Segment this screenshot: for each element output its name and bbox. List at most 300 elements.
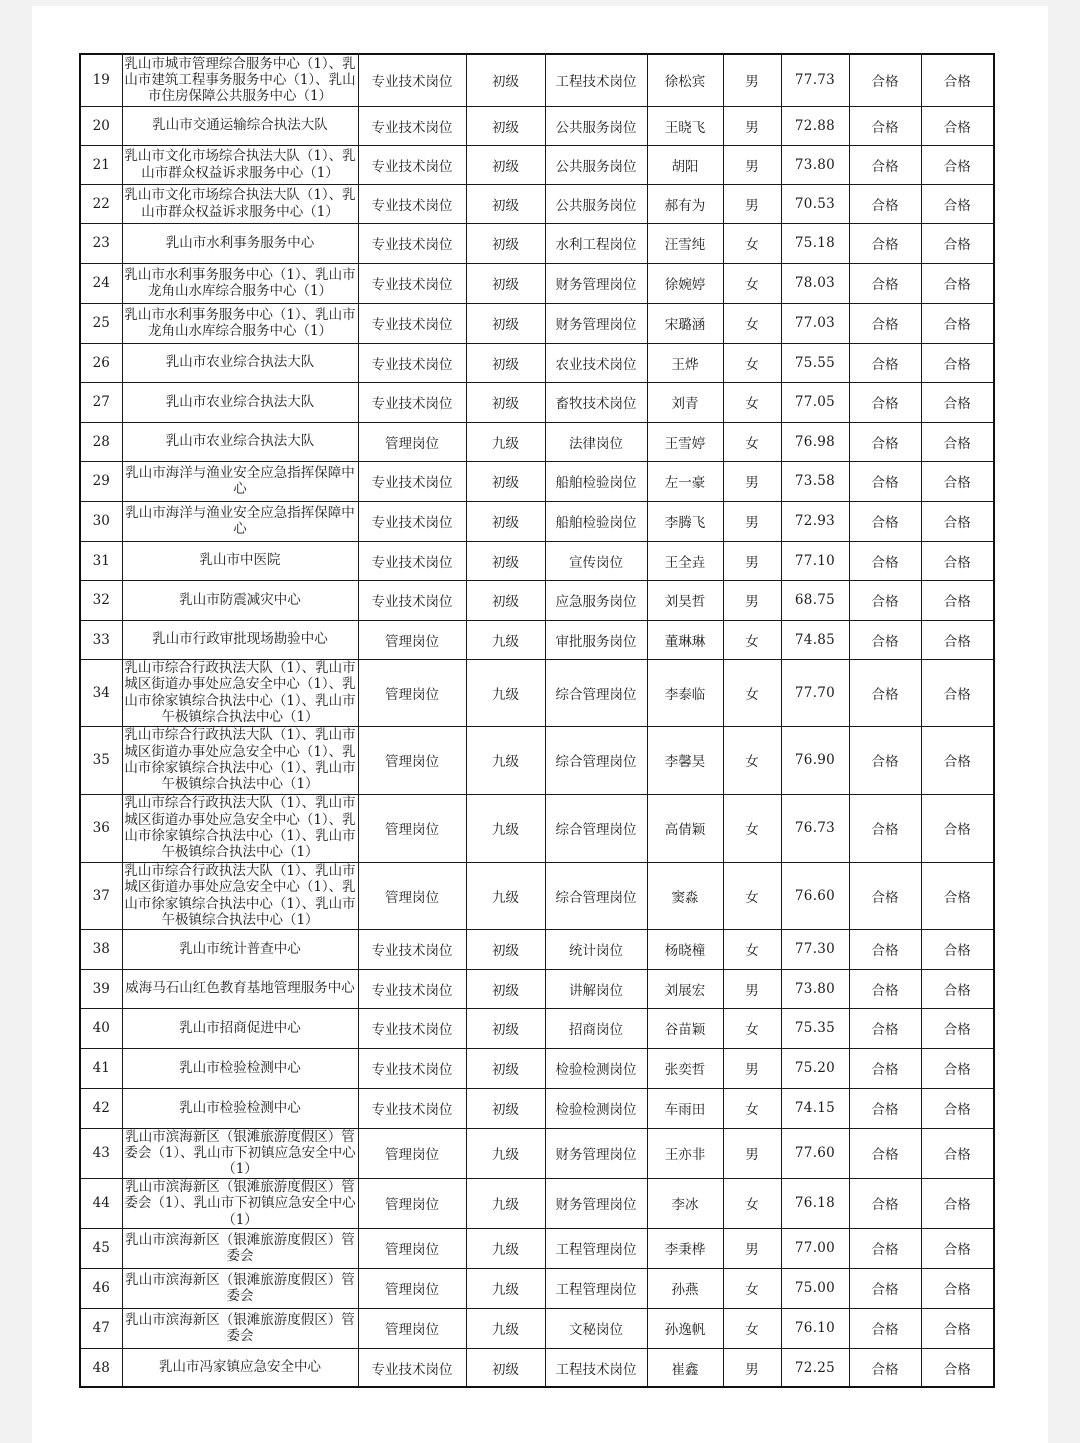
post-name-cell: 畜牧技术岗位 — [545, 382, 647, 422]
row-number-cell: 47 — [80, 1308, 122, 1348]
unit-cell: 乳山市水利事务服务中心（1）、乳山市龙角山水库综合服务中心（1） — [122, 303, 358, 343]
post-level-cell: 九级 — [466, 1308, 545, 1348]
post-level-cell: 初级 — [466, 184, 545, 223]
table-row — [80, 1348, 994, 1387]
candidate-name-cell: 李腾飞 — [647, 501, 723, 541]
candidate-name-cell: 窦淼 — [647, 862, 723, 929]
post-type-cell: 管理岗位 — [358, 1268, 466, 1308]
post-level-cell: 初级 — [466, 303, 545, 343]
gender-cell: 女 — [723, 1008, 781, 1048]
inspection-result-cell: 合格 — [921, 1308, 994, 1348]
post-name-cell: 讲解岗位 — [545, 969, 647, 1008]
results-table — [79, 53, 995, 1388]
row-number-cell: 30 — [80, 501, 122, 541]
score-cell: 74.15 — [781, 1088, 849, 1128]
table-row — [80, 862, 994, 929]
unit-cell: 乳山市中医院 — [122, 541, 358, 580]
unit-cell: 威海马石山红色教育基地管理服务中心 — [122, 969, 358, 1008]
inspection-result-cell: 合格 — [921, 541, 994, 580]
post-name-cell: 水利工程岗位 — [545, 223, 647, 263]
post-level-cell: 初级 — [466, 1008, 545, 1048]
table-body — [80, 54, 994, 1387]
unit-cell: 乳山市文化市场综合执法大队（1）、乳山市群众权益诉求服务中心（1） — [122, 145, 358, 184]
physical-exam-result-cell: 合格 — [849, 726, 921, 794]
row-number-cell: 35 — [80, 726, 122, 794]
unit-cell: 乳山市检验检测中心 — [122, 1088, 358, 1128]
candidate-name-cell: 李馨昊 — [647, 726, 723, 794]
table-row — [80, 382, 994, 422]
post-level-cell: 九级 — [466, 659, 545, 726]
inspection-result-cell: 合格 — [921, 620, 994, 659]
table-row — [80, 501, 994, 541]
score-cell: 72.93 — [781, 501, 849, 541]
physical-exam-result-cell: 合格 — [849, 1268, 921, 1308]
physical-exam-result-cell: 合格 — [849, 1008, 921, 1048]
post-level-cell: 初级 — [466, 106, 545, 145]
candidate-name-cell: 郝有为 — [647, 184, 723, 223]
row-number-cell: 22 — [80, 184, 122, 223]
post-level-cell: 初级 — [466, 54, 545, 106]
inspection-result-cell: 合格 — [921, 1178, 994, 1228]
row-number-cell: 43 — [80, 1128, 122, 1178]
post-level-cell: 九级 — [466, 422, 545, 461]
inspection-result-cell: 合格 — [921, 1048, 994, 1088]
table-row — [80, 1308, 994, 1348]
post-type-cell: 专业技术岗位 — [358, 303, 466, 343]
post-type-cell: 专业技术岗位 — [358, 541, 466, 580]
candidate-name-cell: 王晓飞 — [647, 106, 723, 145]
table-row — [80, 106, 994, 145]
row-number-cell: 36 — [80, 794, 122, 862]
post-name-cell: 财务管理岗位 — [545, 1128, 647, 1178]
table-row — [80, 929, 994, 969]
table-row — [80, 461, 994, 501]
post-type-cell: 专业技术岗位 — [358, 1008, 466, 1048]
unit-cell: 乳山市农业综合执法大队 — [122, 343, 358, 382]
candidate-name-cell: 张奕哲 — [647, 1048, 723, 1088]
table-row — [80, 969, 994, 1008]
post-level-cell: 初级 — [466, 382, 545, 422]
gender-cell: 女 — [723, 1308, 781, 1348]
post-level-cell: 九级 — [466, 794, 545, 862]
inspection-result-cell: 合格 — [921, 382, 994, 422]
unit-cell: 乳山市防震减灾中心 — [122, 580, 358, 620]
table-row — [80, 1268, 994, 1308]
inspection-result-cell: 合格 — [921, 580, 994, 620]
post-name-cell: 财务管理岗位 — [545, 1178, 647, 1228]
table-row — [80, 580, 994, 620]
row-number-cell: 32 — [80, 580, 122, 620]
post-level-cell: 九级 — [466, 862, 545, 929]
unit-cell: 乳山市海洋与渔业安全应急指挥保障中心 — [122, 461, 358, 501]
inspection-result-cell: 合格 — [921, 54, 994, 106]
post-type-cell: 管理岗位 — [358, 1308, 466, 1348]
gender-cell: 女 — [723, 794, 781, 862]
post-type-cell: 专业技术岗位 — [358, 501, 466, 541]
row-number-cell: 34 — [80, 659, 122, 726]
gender-cell: 男 — [723, 106, 781, 145]
post-name-cell: 公共服务岗位 — [545, 145, 647, 184]
gender-cell: 女 — [723, 303, 781, 343]
candidate-name-cell: 王全垚 — [647, 541, 723, 580]
row-number-cell: 19 — [80, 54, 122, 106]
candidate-name-cell: 崔鑫 — [647, 1348, 723, 1387]
row-number-cell: 45 — [80, 1228, 122, 1268]
post-name-cell: 工程管理岗位 — [545, 1228, 647, 1268]
post-type-cell: 专业技术岗位 — [358, 461, 466, 501]
physical-exam-result-cell: 合格 — [849, 106, 921, 145]
table-row — [80, 343, 994, 382]
physical-exam-result-cell: 合格 — [849, 1348, 921, 1387]
inspection-result-cell: 合格 — [921, 969, 994, 1008]
unit-cell: 乳山市统计普查中心 — [122, 929, 358, 969]
post-type-cell: 专业技术岗位 — [358, 54, 466, 106]
post-name-cell: 综合管理岗位 — [545, 794, 647, 862]
table-row — [80, 1008, 994, 1048]
candidate-name-cell: 左一豪 — [647, 461, 723, 501]
table-row — [80, 145, 994, 184]
unit-cell: 乳山市综合行政执法大队（1）、乳山市城区街道办事处应急安全中心（1）、乳山市徐家镇综合执法中心（1）、乳山市午极镇综合执法中心（1） — [122, 726, 358, 794]
candidate-name-cell: 李秉桦 — [647, 1228, 723, 1268]
gender-cell: 女 — [723, 1088, 781, 1128]
table-row — [80, 223, 994, 263]
physical-exam-result-cell: 合格 — [849, 794, 921, 862]
row-number-cell: 46 — [80, 1268, 122, 1308]
inspection-result-cell: 合格 — [921, 145, 994, 184]
unit-cell: 乳山市滨海新区（银滩旅游度假区）管委会（1）、乳山市下初镇应急安全中心（1） — [122, 1128, 358, 1178]
post-level-cell: 初级 — [466, 263, 545, 303]
post-name-cell: 船舶检验岗位 — [545, 461, 647, 501]
unit-cell: 乳山市滨海新区（银滩旅游度假区）管委会 — [122, 1308, 358, 1348]
candidate-name-cell: 胡阳 — [647, 145, 723, 184]
inspection-result-cell: 合格 — [921, 929, 994, 969]
row-number-cell: 42 — [80, 1088, 122, 1128]
score-cell: 76.98 — [781, 422, 849, 461]
table-row — [80, 1228, 994, 1268]
post-level-cell: 初级 — [466, 145, 545, 184]
physical-exam-result-cell: 合格 — [849, 54, 921, 106]
candidate-name-cell: 董琳琳 — [647, 620, 723, 659]
candidate-name-cell: 高倩颖 — [647, 794, 723, 862]
post-level-cell: 初级 — [466, 223, 545, 263]
inspection-result-cell: 合格 — [921, 263, 994, 303]
table-row — [80, 541, 994, 580]
candidate-name-cell: 汪雪纯 — [647, 223, 723, 263]
score-cell: 73.80 — [781, 969, 849, 1008]
unit-cell: 乳山市冯家镇应急安全中心 — [122, 1348, 358, 1387]
inspection-result-cell: 合格 — [921, 223, 994, 263]
candidate-name-cell: 徐松宾 — [647, 54, 723, 106]
post-name-cell: 法律岗位 — [545, 422, 647, 461]
inspection-result-cell: 合格 — [921, 106, 994, 145]
physical-exam-result-cell: 合格 — [849, 541, 921, 580]
candidate-name-cell: 王亦非 — [647, 1128, 723, 1178]
unit-cell: 乳山市检验检测中心 — [122, 1048, 358, 1088]
post-type-cell: 专业技术岗位 — [358, 1048, 466, 1088]
physical-exam-result-cell: 合格 — [849, 862, 921, 929]
post-name-cell: 财务管理岗位 — [545, 263, 647, 303]
gender-cell: 女 — [723, 620, 781, 659]
unit-cell: 乳山市交通运输综合执法大队 — [122, 106, 358, 145]
physical-exam-result-cell: 合格 — [849, 303, 921, 343]
post-level-cell: 九级 — [466, 1128, 545, 1178]
post-level-cell: 九级 — [466, 1228, 545, 1268]
score-cell: 76.18 — [781, 1178, 849, 1228]
score-cell: 76.90 — [781, 726, 849, 794]
gender-cell: 女 — [723, 1178, 781, 1228]
post-type-cell: 专业技术岗位 — [358, 106, 466, 145]
row-number-cell: 39 — [80, 969, 122, 1008]
score-cell: 76.73 — [781, 794, 849, 862]
gender-cell: 男 — [723, 1348, 781, 1387]
unit-cell: 乳山市滨海新区（银滩旅游度假区）管委会（1）、乳山市下初镇应急安全中心（1） — [122, 1178, 358, 1228]
score-cell: 75.35 — [781, 1008, 849, 1048]
unit-cell: 乳山市行政审批现场勘验中心 — [122, 620, 358, 659]
unit-cell: 乳山市综合行政执法大队（1）、乳山市城区街道办事处应急安全中心（1）、乳山市徐家镇综合执法中心（1）、乳山市午极镇综合执法中心（1） — [122, 659, 358, 726]
row-number-cell: 21 — [80, 145, 122, 184]
row-number-cell: 24 — [80, 263, 122, 303]
gender-cell: 女 — [723, 929, 781, 969]
candidate-name-cell: 李泰临 — [647, 659, 723, 726]
physical-exam-result-cell: 合格 — [849, 580, 921, 620]
post-type-cell: 管理岗位 — [358, 1228, 466, 1268]
physical-exam-result-cell: 合格 — [849, 422, 921, 461]
post-name-cell: 工程技术岗位 — [545, 54, 647, 106]
post-name-cell: 公共服务岗位 — [545, 184, 647, 223]
post-name-cell: 综合管理岗位 — [545, 862, 647, 929]
candidate-name-cell: 刘青 — [647, 382, 723, 422]
table-row — [80, 422, 994, 461]
post-level-cell: 初级 — [466, 461, 545, 501]
gender-cell: 女 — [723, 343, 781, 382]
inspection-result-cell: 合格 — [921, 794, 994, 862]
table-row — [80, 303, 994, 343]
unit-cell: 乳山市滨海新区（银滩旅游度假区）管委会 — [122, 1268, 358, 1308]
post-type-cell: 专业技术岗位 — [358, 223, 466, 263]
inspection-result-cell: 合格 — [921, 1088, 994, 1128]
inspection-result-cell: 合格 — [921, 1268, 994, 1308]
candidate-name-cell: 孙逸帆 — [647, 1308, 723, 1348]
candidate-name-cell: 王雪婷 — [647, 422, 723, 461]
gender-cell: 女 — [723, 659, 781, 726]
gender-cell: 男 — [723, 1128, 781, 1178]
row-number-cell: 29 — [80, 461, 122, 501]
post-type-cell: 管理岗位 — [358, 726, 466, 794]
post-name-cell: 公共服务岗位 — [545, 106, 647, 145]
gender-cell: 男 — [723, 184, 781, 223]
post-type-cell: 专业技术岗位 — [358, 1348, 466, 1387]
candidate-name-cell: 车雨田 — [647, 1088, 723, 1128]
score-cell: 73.80 — [781, 145, 849, 184]
candidate-name-cell: 杨晓橦 — [647, 929, 723, 969]
physical-exam-result-cell: 合格 — [849, 1128, 921, 1178]
inspection-result-cell: 合格 — [921, 659, 994, 726]
score-cell: 77.73 — [781, 54, 849, 106]
candidate-name-cell: 刘展宏 — [647, 969, 723, 1008]
post-type-cell: 专业技术岗位 — [358, 343, 466, 382]
score-cell: 70.53 — [781, 184, 849, 223]
candidate-name-cell: 刘昊哲 — [647, 580, 723, 620]
physical-exam-result-cell: 合格 — [849, 461, 921, 501]
post-type-cell: 专业技术岗位 — [358, 263, 466, 303]
post-level-cell: 九级 — [466, 620, 545, 659]
physical-exam-result-cell: 合格 — [849, 929, 921, 969]
unit-cell: 乳山市农业综合执法大队 — [122, 382, 358, 422]
post-level-cell: 初级 — [466, 969, 545, 1008]
post-name-cell: 综合管理岗位 — [545, 726, 647, 794]
table-row — [80, 1048, 994, 1088]
post-type-cell: 管理岗位 — [358, 1128, 466, 1178]
candidate-name-cell: 谷苗颖 — [647, 1008, 723, 1048]
unit-cell: 乳山市水利事务服务中心（1）、乳山市龙角山水库综合服务中心（1） — [122, 263, 358, 303]
post-name-cell: 财务管理岗位 — [545, 303, 647, 343]
post-type-cell: 管理岗位 — [358, 862, 466, 929]
row-number-cell: 41 — [80, 1048, 122, 1088]
physical-exam-result-cell: 合格 — [849, 382, 921, 422]
post-level-cell: 九级 — [466, 726, 545, 794]
table-row — [80, 794, 994, 862]
physical-exam-result-cell: 合格 — [849, 263, 921, 303]
post-type-cell: 专业技术岗位 — [358, 184, 466, 223]
post-name-cell: 综合管理岗位 — [545, 659, 647, 726]
unit-cell: 乳山市水利事务服务中心 — [122, 223, 358, 263]
row-number-cell: 26 — [80, 343, 122, 382]
gender-cell: 女 — [723, 726, 781, 794]
score-cell: 68.75 — [781, 580, 849, 620]
gender-cell: 男 — [723, 580, 781, 620]
unit-cell: 乳山市城市管理综合服务中心（1）、乳山市建筑工程事务服务中心（1）、乳山市住房保障公共服务中心（1） — [122, 54, 358, 106]
post-name-cell: 船舶检验岗位 — [545, 501, 647, 541]
post-name-cell: 检验检测岗位 — [545, 1048, 647, 1088]
unit-cell: 乳山市海洋与渔业安全应急指挥保障中心 — [122, 501, 358, 541]
row-number-cell: 31 — [80, 541, 122, 580]
gender-cell: 男 — [723, 1228, 781, 1268]
table-row — [80, 1088, 994, 1128]
candidate-name-cell: 宋璐涵 — [647, 303, 723, 343]
post-type-cell: 管理岗位 — [358, 422, 466, 461]
post-name-cell: 应急服务岗位 — [545, 580, 647, 620]
post-name-cell: 审批服务岗位 — [545, 620, 647, 659]
inspection-result-cell: 合格 — [921, 1128, 994, 1178]
score-cell: 75.00 — [781, 1268, 849, 1308]
candidate-name-cell: 李冰 — [647, 1178, 723, 1228]
post-type-cell: 专业技术岗位 — [358, 145, 466, 184]
physical-exam-result-cell: 合格 — [849, 145, 921, 184]
row-number-cell: 44 — [80, 1178, 122, 1228]
inspection-result-cell: 合格 — [921, 1348, 994, 1387]
post-name-cell: 农业技术岗位 — [545, 343, 647, 382]
physical-exam-result-cell: 合格 — [849, 1308, 921, 1348]
score-cell: 77.70 — [781, 659, 849, 726]
table-row — [80, 184, 994, 223]
post-level-cell: 初级 — [466, 541, 545, 580]
row-number-cell: 23 — [80, 223, 122, 263]
score-cell: 77.60 — [781, 1128, 849, 1178]
post-type-cell: 专业技术岗位 — [358, 382, 466, 422]
score-cell: 77.30 — [781, 929, 849, 969]
physical-exam-result-cell: 合格 — [849, 969, 921, 1008]
physical-exam-result-cell: 合格 — [849, 1088, 921, 1128]
post-name-cell: 招商岗位 — [545, 1008, 647, 1048]
inspection-result-cell: 合格 — [921, 862, 994, 929]
row-number-cell: 33 — [80, 620, 122, 659]
post-level-cell: 初级 — [466, 501, 545, 541]
row-number-cell: 28 — [80, 422, 122, 461]
score-cell: 77.10 — [781, 541, 849, 580]
gender-cell: 女 — [723, 422, 781, 461]
candidate-name-cell: 王烨 — [647, 343, 723, 382]
inspection-result-cell: 合格 — [921, 461, 994, 501]
row-number-cell: 40 — [80, 1008, 122, 1048]
inspection-result-cell: 合格 — [921, 726, 994, 794]
physical-exam-result-cell: 合格 — [849, 184, 921, 223]
score-cell: 77.03 — [781, 303, 849, 343]
inspection-result-cell: 合格 — [921, 1228, 994, 1268]
row-number-cell: 48 — [80, 1348, 122, 1387]
gender-cell: 男 — [723, 54, 781, 106]
post-level-cell: 九级 — [466, 1268, 545, 1308]
unit-cell: 乳山市综合行政执法大队（1）、乳山市城区街道办事处应急安全中心（1）、乳山市徐家镇综合执法中心（1）、乳山市午极镇综合执法中心（1） — [122, 862, 358, 929]
post-level-cell: 初级 — [466, 1048, 545, 1088]
post-name-cell: 工程技术岗位 — [545, 1348, 647, 1387]
score-cell: 76.10 — [781, 1308, 849, 1348]
gender-cell: 男 — [723, 969, 781, 1008]
score-cell: 75.18 — [781, 223, 849, 263]
post-name-cell: 宣传岗位 — [545, 541, 647, 580]
row-number-cell: 37 — [80, 862, 122, 929]
gender-cell: 女 — [723, 382, 781, 422]
post-name-cell: 统计岗位 — [545, 929, 647, 969]
inspection-result-cell: 合格 — [921, 184, 994, 223]
post-type-cell: 管理岗位 — [358, 1178, 466, 1228]
post-level-cell: 九级 — [466, 1178, 545, 1228]
score-cell: 78.03 — [781, 263, 849, 303]
score-cell: 77.00 — [781, 1228, 849, 1268]
gender-cell: 男 — [723, 501, 781, 541]
document-page — [32, 6, 1048, 1443]
post-level-cell: 初级 — [466, 929, 545, 969]
table-row — [80, 1178, 994, 1228]
gender-cell: 女 — [723, 1268, 781, 1308]
physical-exam-result-cell: 合格 — [849, 620, 921, 659]
table-row — [80, 263, 994, 303]
physical-exam-result-cell: 合格 — [849, 659, 921, 726]
post-level-cell: 初级 — [466, 1348, 545, 1387]
inspection-result-cell: 合格 — [921, 422, 994, 461]
gender-cell: 女 — [723, 862, 781, 929]
physical-exam-result-cell: 合格 — [849, 1048, 921, 1088]
gender-cell: 女 — [723, 223, 781, 263]
score-cell: 73.58 — [781, 461, 849, 501]
table-row — [80, 54, 994, 106]
physical-exam-result-cell: 合格 — [849, 1228, 921, 1268]
post-name-cell: 文秘岗位 — [545, 1308, 647, 1348]
score-cell: 75.55 — [781, 343, 849, 382]
post-type-cell: 管理岗位 — [358, 794, 466, 862]
physical-exam-result-cell: 合格 — [849, 223, 921, 263]
row-number-cell: 27 — [80, 382, 122, 422]
candidate-name-cell: 孙燕 — [647, 1268, 723, 1308]
score-cell: 76.60 — [781, 862, 849, 929]
inspection-result-cell: 合格 — [921, 1008, 994, 1048]
gender-cell: 男 — [723, 1048, 781, 1088]
table-row — [80, 620, 994, 659]
table-row — [80, 726, 994, 794]
post-level-cell: 初级 — [466, 1088, 545, 1128]
post-type-cell: 管理岗位 — [358, 659, 466, 726]
post-type-cell: 专业技术岗位 — [358, 580, 466, 620]
score-cell: 72.25 — [781, 1348, 849, 1387]
